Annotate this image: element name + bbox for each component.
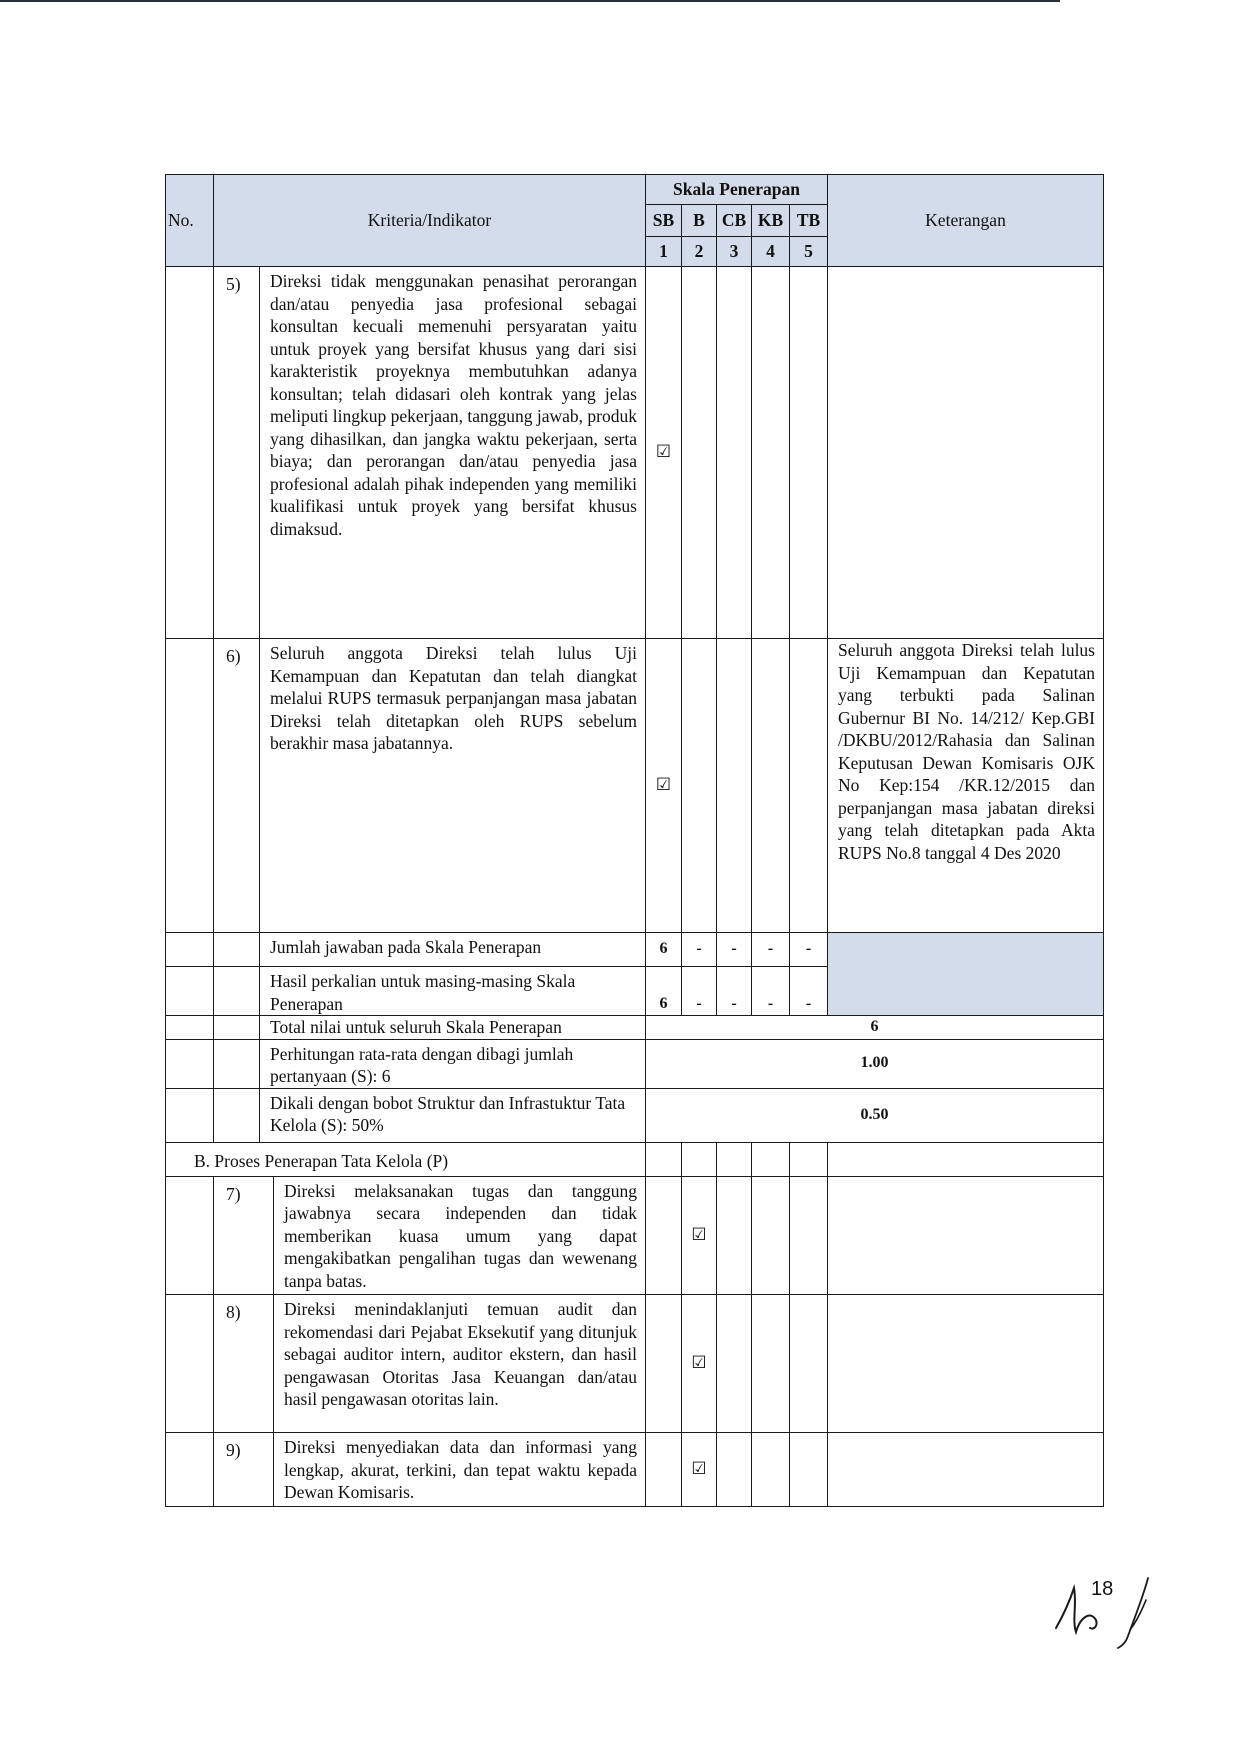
section-b-title: B. Proses Penerapan Tata Kelola (P) [166,1142,646,1176]
summary-row-jumlah [166,933,1104,967]
checkbox-checked-icon: ☑ [682,1295,717,1433]
table-row [166,1433,1104,1507]
rata-value: 1.00 [646,1039,1104,1088]
criteria-text: Direksi menindaklanjuti temuan audit dan rekomendasi dari Pejabat Eksekutif yang ditunjuk sebagai auditor intern, auditor ekstern, dan hasil pengawasan Otoritas Jasa Keuangan dan/atau hasil pengawasan otoritas lain. [274,1295,646,1433]
criteria-text: Direksi menyediakan data dan informasi yang lengkap, akurat, terkini, dan tepat waktu kepada Dewan Komisaris. [274,1433,646,1507]
header-skala-penerapan: Skala Penerapan [646,175,828,205]
criteria-text: Direksi melaksanakan tugas dan tanggung jawabnya secara independen dan tidak memberikan kuasa umum yang dapat mengakibatkan pengalihan tugas dan wewenang tanpa batas. [274,1176,646,1295]
criteria-text: Seluruh anggota Direksi telah lulus Uji Kemampuan dan Kepatutan dan telah diangkat melalui RUPS termasuk perpanjangan masa jabatan Direksi telah ditetapkan oleh RUPS sebelum berakhir masa jabatannya. [260,639,646,933]
jumlah-value-cb: - [717,933,752,967]
hasil-value-tb: - [790,967,828,1016]
header-scale-num-4: 4 [752,237,790,267]
hasil-value-cb: - [717,967,752,1016]
checkbox-checked-icon: ☑ [646,267,682,639]
keterangan-text: Seluruh anggota Direksi telah lulus Uji Kemampuan dan Kepatutan yang terbukti pada Salinan Gubernur BI No. 14/212/ Kep.GBI /DKBU/2012/Rahasia dan Salinan Keputusan Dewan Komisaris OJK No Kep:154 /KR.12/2015 dan perpanjangan masa jabatan direksi yang telah ditetapkan pada Akta RUPS No.8 tanggal 4 Des 2020 [828,639,1104,933]
checkbox-checked-icon: ☑ [682,1176,717,1295]
header-scale-sb: SB [646,205,682,237]
item-number: 9) [214,1433,274,1507]
table-row [166,267,1104,639]
jumlah-label: Jumlah jawaban pada Skala Penerapan [260,933,646,967]
scan-top-rule [0,0,1060,2]
header-scale-num-2: 2 [682,237,717,267]
bobot-value: 0.50 [646,1088,1104,1142]
jumlah-value-tb: - [790,933,828,967]
bobot-label: Dikali dengan bobot Struktur dan Infrastuktur Tata Kelola (S): 50% [260,1088,646,1142]
keterangan-shaded-cell [828,933,1104,1016]
hasil-value-b: - [682,967,717,1016]
table-row [166,1176,1104,1295]
table-row [166,639,1104,933]
jumlah-value-kb: - [752,933,790,967]
page-number: 18 [1091,1578,1114,1600]
summary-row-rata [166,1039,1104,1088]
hasil-value-kb: - [752,967,790,1016]
header-scale-num-3: 3 [717,237,752,267]
jumlah-value-b: - [682,933,717,967]
table-row [166,1295,1104,1433]
item-number: 7) [214,1176,274,1295]
section-b-row [166,1142,1104,1176]
rata-label: Perhitungan rata-rata dengan dibagi jumlah pertanyaan (S): 6 [260,1039,646,1088]
assessment-table [165,174,1104,1507]
total-value: 6 [646,1016,1104,1040]
criteria-text: Direksi tidak menggunakan penasihat perorangan dan/atau penyedia jasa profesional sebagai konsultan kecuali memenuhi persyaratan yaitu untuk proyek yang bersifat khusus yang dari sisi karakteristik proyeknya membutuhkan adanya konsultan; telah didasari oleh kontrak yang jelas meliputi lingkup pekerjaan, tanggung jawab, produk yang dihasilkan, dan jangka waktu pekerjaan, serta biaya; dan perorangan dan/atau penyedia jasa profesional adalah pihak independen yang memiliki kualifikasi untuk proyek yang bersifat khusus dimaksud. [260,267,646,639]
summary-row-total [166,1016,1104,1040]
header-scale-kb: KB [752,205,790,237]
checkbox-checked-icon: ☑ [646,639,682,933]
header-no: No. [166,175,214,267]
summary-row-bobot [166,1088,1104,1142]
keterangan-text [828,267,1104,639]
checkbox-checked-icon: ☑ [682,1433,717,1507]
header-kriteria: Kriteria/Indikator [214,175,646,267]
hasil-value-sb: 6 [646,967,682,1016]
header-scale-num-1: 1 [646,237,682,267]
item-number: 6) [214,639,260,933]
header-scale-cb: CB [717,205,752,237]
header-keterangan: Keterangan [828,175,1104,267]
header-scale-tb: TB [790,205,828,237]
hasil-label: Hasil perkalian untuk masing-masing Skala Penerapan [260,967,646,1016]
header-scale-b: B [682,205,717,237]
total-label: Total nilai untuk seluruh Skala Penerapan [260,1016,646,1040]
item-number: 5) [214,267,260,639]
item-number: 8) [214,1295,274,1433]
jumlah-value-sb: 6 [646,933,682,967]
header-scale-num-5: 5 [790,237,828,267]
